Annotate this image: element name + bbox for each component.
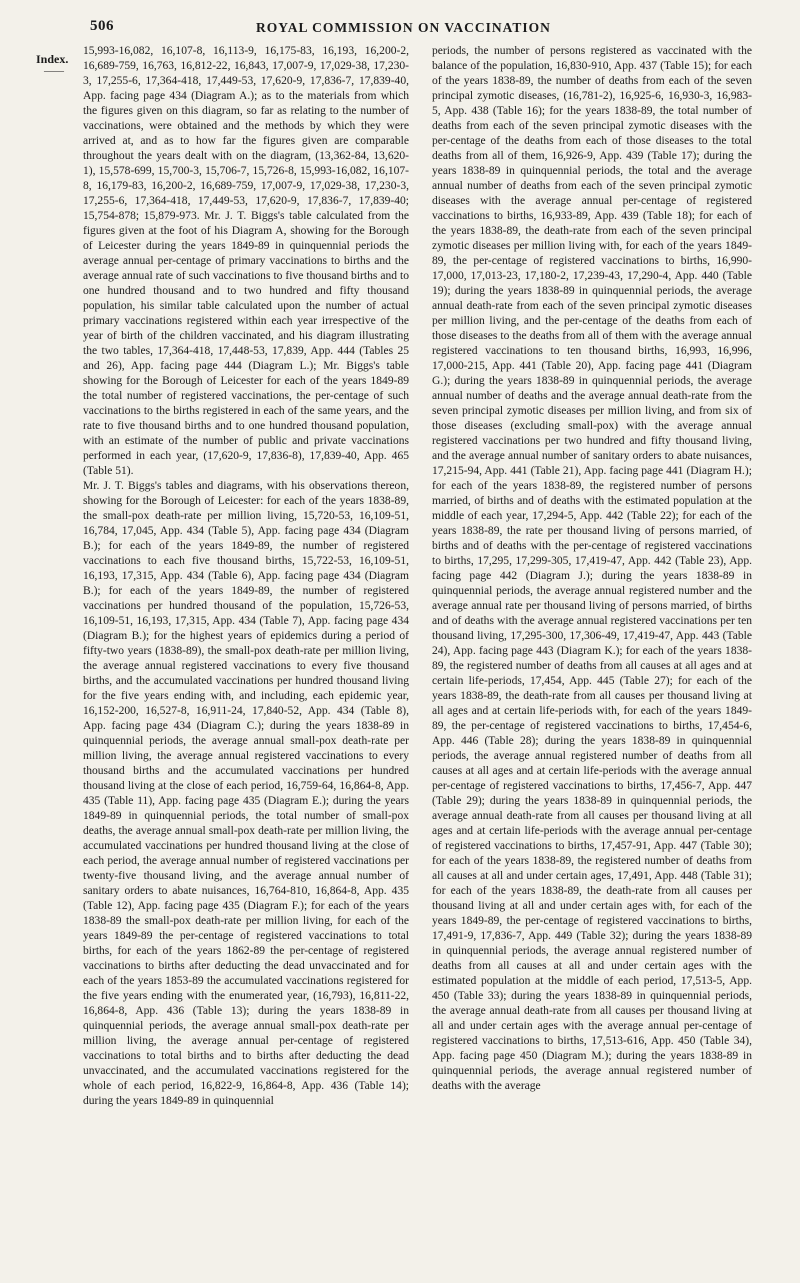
left-paragraph-2: Mr. J. T. Biggs's tables and diagrams, with his observations thereon, showing for the Borough of Leicester: for each of the years 1838-89, the small-pox death-rate per million living, 15,720-53, 16,109-51, 16,784, 17,045, App. 434 (Table 5), App. facing page 434 (Diagram B.); for each of the years 1849-89, the number of registered vaccinations to each five thousand births, 15,722-53, 16,109-51, 16,193, 17,315, App. 434 (Table 6), App. facing page 434 (Diagram B.); for each of the years 1849-89, the number of registered vaccinations per hundred thousand of the population, 15,726-53, 16,109-51, 16,193, 17,315, App. 434 (Table 7), App. facing page 434 (Diagram B.); for the highest years of epidemics during a period of fifty-two years (1838-89), the small-pox death-rate per million living, the average annual registered vaccinations to every five thousand births, and the accumulated vaccinations per hundred thousand living for the five years ending with, and including, each epidemic year, 16,152-200, 16,527-8, 16,911-24, 17,840-52, App. 434 (Table 8), App. facing page 434 (Diagram C.); during the years 1838-89 in quinquennial periods, the average annual small-pox death-rate per million living, the average annual registered vaccinations to every thousand births and the accumulated vaccinations per hundred thousand living at the close of each period, 16,759-64, 16,864-8, App. 435 (Table 11), App. facing page 435 (Diagram E.); during the years 1849-89 in quinquennial periods, the total number of small-pox deaths, the average annual small-pox death-rate per million living, the accumulated vaccinations per hundred thousand living at the close of each period, the average annual number of registered vaccinations per twenty-five thousand living, and the average annual number of sanitary orders to abate nuisances, 16,764-810, 16,864-8, App. 435 (Table 12), App. facing page 435 (Diagram F.); for each of the years 1838-89 the small-pox death-rate per million living, for each of the years 1849-89 the per-centage of registered vaccinations to total births, for each of the years 1862-89 the per-centage of registered vaccinations to births after deducting the dead unvaccinated and for each of the years 1853-89 the accumulated vaccinations registered for the five years ending with the enumerated year, (16,793), 16,811-22, 16,864-8, App. 436 (Table 13); during the years 1838-89 in quinquennial periods, the average annual small-pox death-rate per million living, the average annual per-centage of registered vaccinations to total births and to births after deducting the dead unvaccinated, and the accumulated vaccinations registered for the whole of each period, 16,822-9, 16,864-8, App. 436 (Table 14); during the years 1849-89 in quinquennial xyxy=(83,480,409,1107)
running-head: ROYAL COMMISSION ON VACCINATION xyxy=(256,20,551,35)
right-paragraph-1: periods, the number of persons registered as vaccinated with the balance of the population, 16,830-910, App. 437 (Table 15); for each of the years 1838-89, the number of deaths from each of the seven principal zymotic diseases, (16,781-2), 16,925-6, 16,930-3, 16,983-5, App. 438 (Table 16); for the years 1838-89, the total number of deaths from each of the seven principal zymotic diseases with the per-centage of the deaths from each of those diseases to the total deaths from all of them, 16,926-9, App. 439 (Table 17); during the years 1838-89 in quinquennial periods, the total and the average annual number of deaths from each of the seven principal zymotic diseases with the average annual per-centage of registered vaccinations to births, 16,933-89, App. 439 (Table 18); for each of the years 1838-89, the death-rate from each of the seven principal zymotic diseases per million living with, for each of the years 1849-89, the per-centage of registered vaccinations to births, 16,990-17,000, 17,013-23, 17,180-2, 17,239-43, 17,290-4, App. 440 (Table 19); during the years 1838-89 in quinquennial periods, the average annual death-rate from each of the seven principal zymotic diseases per million living, and the per-centage of the deaths from each of those diseases to the deaths from all of them with the average annual registered vaccinations to ten thousand births, 16,993, 16,996, 17,000-215, App. 441 (Table 20), App. facing page 441 (Diagram G.); during the years 1838-89 in quinquennial periods, the average annual number of deaths and the average annual death-rate from the seven principal zymotic diseases per million living, and from six of those diseases (excluding small-pox) with the average annual registered vaccinations per two hundred and fifty thousand living, and the average annual number of sanitary orders to abate nuisances, 17,215-94, App. 441 (Table 21), App. facing page 441 (Diagram H.); for each of the years 1838-89, the registered number of persons married, of births and of deaths with the estimated population at the middle of each year, 17,294-5, App. 442 (Table 22); for each of the years 1838-89, the rate per thousand living of persons married, of births and of deaths with the per-centage of registered vaccinations to births, 17,295, 17,299-305, 17,419-47, App. 442 (Table 23), App. facing page 442 (Diagram J.); during the years 1838-89 in quinquennial periods, the average annual registered number and the average annual rate per thousand living of persons married, of births and of deaths with the average annual registered vaccinations per ten thousand living, 17,295-300, 17,306-49, 17,419-47, App. 443 (Table 24), App. facing page 443 (Diagram K.); for each of the years 1838-89, the registered number of deaths from all causes at all ages and at certain life-periods, 17,454, App. 445 (Table 27); for each of the years 1838-89, the death-rate from all causes per thousand living at all ages and at certain life-periods with, for each of the years 1849-89, the per-centage of registered vaccinations to births, 17,454-6, App. 446 (Table 28); during the years 1838-89 in quinquennial periods, the average annual registered number of deaths from all causes at all ages and at certain life-periods with the average annual per-centage of registered vaccinations to births, 17,456-7, App. 447 (Table 29); during the years 1838-89 in quinquennial periods, the average annual death-rate from all causes per thousand living at all ages and at certain life-periods with the average annual per-centage of registered vaccinations to births, 17,457-91, App. 447 (Table 30); for each of the years 1838-89, the registered number of deaths from all causes at all and under certain ages, 17,491, App. 448 (Table 31); for each of the years 1838-89, the death-rate from all causes per thousand living at all and under certain ages with, for each of the years 1849-89, the per-centage of registered vaccinations to births, 17,491-9, 17,836-7, App. 449 (Table 32); during the years 1838-89 in quinquennial periods, the average annual registered number of deaths from all causes at all and under certain ages with the estimated population at the middle of each period, 17,513-5, App. 450 (Table 33); during the years 1838-89 in quinquennial periods, the average annual death-rate from all causes per thousand living at all and under certain ages with the average annual per-centage of registered vaccinations to births, 17,513-616, App. 450 (Table 34), App. facing page 450 (Diagram M.); during the years 1838-89 in quinquennial periods, the average annual registered number of deaths with the average xyxy=(432,45,752,1092)
right-column xyxy=(432,44,752,1094)
page-number: 506 xyxy=(90,18,114,34)
margin-index-label: Index. xyxy=(36,52,69,66)
left-paragraph-1: 15,993-16,082, 16,107-8, 16,113-9, 16,175-83, 16,193, 16,200-2, 16,689-759, 16,763, 16,812-22, 16,843, 17,007-9, 17,029-38, 17,230-3, 17,255-6, 17,364-418, 17,449-53, 17,620-9, 17,836-7, 17,839-40, App. facing page 434 (Diagram A.); as to the materials from which the figures given on this diagram, so far as relating to the number of vaccinations, were obtained and the methods by which they were arrived at, and as to how far the figures given are comparable throughout the years dealt with on the diagram, (13,362-84, 13,620-1), 15,578-699, 15,700-3, 15,706-7, 15,726-8, 15,993-16,082, 16,107-8, 16,179-83, 16,200-2, 16,689-759, 17,007-9, 17,029-38, 17,230-3, 17,255-6, 17,364-418, 17,449-53, 17,620-9, 17,836-7, 17,839-40; 15,754-878; 15,879-973. Mr. J. T. Biggs's table calculated from the figures given at the foot of his Diagram A, showing for the Borough of Leicester during the years 1849-89 in quinquennial periods the average annual per-centage of primary vaccinations to births and the average annual rate of such vaccinations to five thousand births and to one hundred thousand and to two hundred and fifty thousand population, his similar table calculated upon the number of actual primary vaccinations registered within each year irrespective of the year of birth of the children vaccinated, and his diagram illustrating the two tables, 17,364-418, 17,448-53, 17,839, App. 444 (Tables 25 and 26), App. facing page 444 (Diagram L.); Mr. Biggs's table showing for the Borough of Leicester for each of the years 1849-89 the total number of registered vaccinations, the per-centage of such vaccinations to the births registered in each of the same years, and the rate to five thousand births and to one hundred thousand population, with an estimate of the number of public and private vaccinations performed in each year, (17,620-9, 17,836-8), 17,839-40, App. 465 (Table 51). xyxy=(83,45,409,477)
left-column xyxy=(83,44,409,1109)
margin-index-dash: —— xyxy=(44,66,64,77)
page-header xyxy=(0,8,800,38)
